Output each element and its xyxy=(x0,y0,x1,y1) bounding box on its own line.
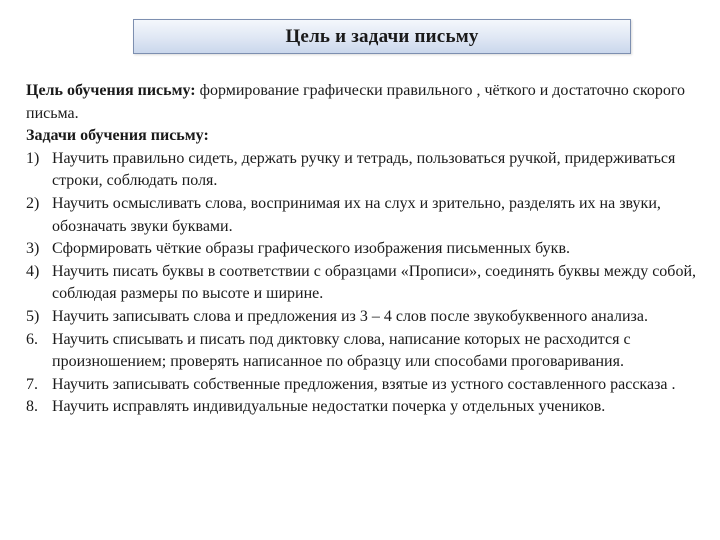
list-item-number: 1) xyxy=(26,149,40,167)
list-item-text: Научить осмысливать слова, воспринимая их на слух и зрительно, разделять их на звуки, обозначать звуки буквами. xyxy=(52,194,661,235)
list-item-number: 4) xyxy=(26,262,40,280)
list-item xyxy=(26,374,696,397)
list-item-text: Научить записывать слова и предложения из 3 – 4 слов после звукобуквенного анализа. xyxy=(52,307,648,325)
title-banner xyxy=(133,19,631,54)
list-item xyxy=(26,261,696,306)
tasks-heading: Задачи обучения письму: xyxy=(26,127,209,145)
goal-text: формирование графически правильного , чёткого и достаточно скорого письма. xyxy=(26,82,686,122)
goal-paragraph xyxy=(26,80,696,125)
list-item xyxy=(26,329,696,374)
tasks-list xyxy=(26,148,696,419)
list-item-text: Научить правильно сидеть, держать ручку и тетрадь, пользоваться ручкой, придерживаться строки, соблюдать поля. xyxy=(52,149,676,190)
list-item-number: 3) xyxy=(26,240,40,258)
list-item xyxy=(26,306,696,329)
list-item xyxy=(26,396,696,419)
list-item-text: Научить исправлять индивидуальные недостатки почерка у отдельных учеников. xyxy=(52,398,606,416)
list-item-text: Научить записывать собственные предложения, взятые из устного составленного рассказа . xyxy=(52,375,676,393)
list-item-number: 8. xyxy=(26,398,38,416)
list-item-text: Сформировать чёткие образы графического изображения письменных букв. xyxy=(52,240,571,258)
list-item-number: 5) xyxy=(26,307,40,325)
list-item xyxy=(26,193,696,238)
list-item-number: 6. xyxy=(26,330,38,348)
goal-label: Цель обучения письму: xyxy=(26,82,196,99)
list-item-text: Научить списывать и писать под диктовку слова, написание которых не расходится с произношением; проверять написанное по образцу или способами проговаривания. xyxy=(52,330,631,371)
list-item-number: 7. xyxy=(26,375,38,393)
list-item-text: Научить писать буквы в соответствии с образцами «Прописи», соединять буквы между собой, соблюдая размеры по высоте и ширине. xyxy=(52,262,697,303)
page-title: Цель и задачи письму xyxy=(285,25,479,47)
list-item xyxy=(26,238,696,261)
list-item-number: 2) xyxy=(26,194,40,212)
content-body xyxy=(26,80,696,419)
list-item xyxy=(26,148,696,193)
